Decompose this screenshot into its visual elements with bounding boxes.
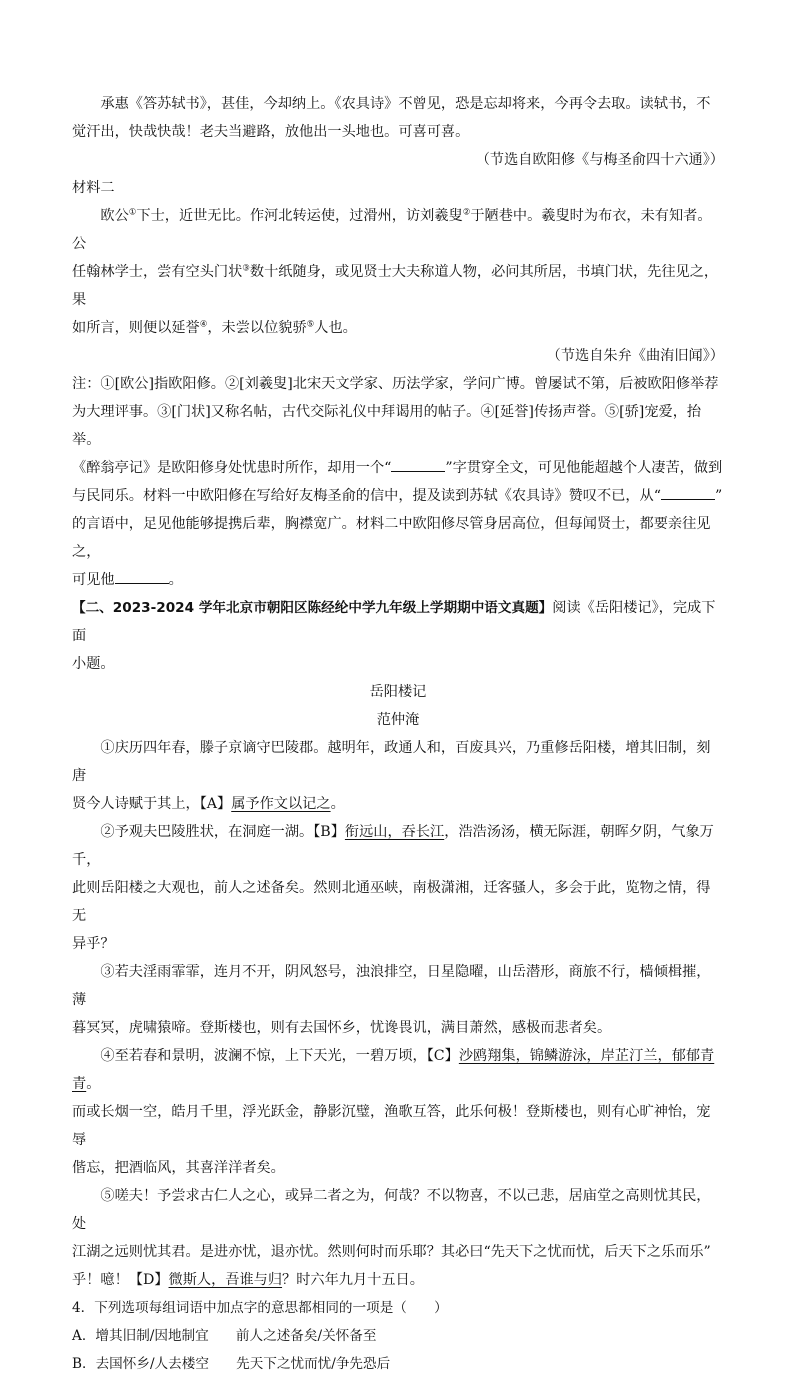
material2-paragraph-cont: 如所言，则便以延誉④，未尝以位貌骄⑤人也。	[72, 319, 357, 336]
answer-blank[interactable]	[391, 457, 445, 472]
underlined-sentence-d: 微斯人，吾谁与归	[168, 1272, 283, 1288]
essay-paragraph-3: ③若夫淫雨霏霏，连月不开，阴风怒号，浊浪排空，日星隐曜，山岳潜形，商旅不行，樯倾楫摧，薄	[72, 964, 711, 1008]
footnote-marker: ⑤	[306, 319, 315, 330]
question-prompt-line: 《醉翁亭记》是欧阳修身处忧患时所作，却用一个“ ”字贯穿全文，可见他能超越个人凄苦，做到	[72, 454, 724, 482]
answer-blank[interactable]	[661, 485, 715, 500]
material2-citation: （节选自朱弁《曲洧旧闻》）	[546, 348, 724, 364]
essay-title: 岳阳楼记	[369, 684, 427, 700]
option-a[interactable]: A．增其旧制/因地制宜 前人之述备矣/关怀备至	[72, 1328, 377, 1344]
option-b[interactable]: B．去国怀乡/人去楼空 先天下之忧而忧/争先恐后	[72, 1356, 391, 1372]
footnote-marker: ③	[242, 263, 250, 274]
question-prompt-line: 可见他 。	[72, 566, 724, 594]
section-header-cont: 小题。	[72, 656, 115, 672]
essay-author: 范仲淹	[376, 712, 420, 728]
material2-paragraph: 欧公①下士，近世无比。作河北转运使，过滑州，访刘羲叟②于陋巷中。羲叟时为布衣，未有知者。公	[72, 207, 712, 252]
underlined-sentence-c: 沙鸥翔集，锦鳞游泳，岸芷汀兰，郁郁青青	[72, 1048, 715, 1092]
essay-paragraph-5: ⑤嗟夫！予尝求古仁人之心，或异二者之为，何哉？不以物喜，不以己悲，居庙堂之高则忧其民，处	[72, 1188, 711, 1232]
material1-paragraph: 承惠《答苏轼书》，甚佳，今却纳上。《农具诗》不曾见，恐是忘却将来，今再令去取。读轼书，不	[100, 96, 711, 112]
question-prompt-line: 的言语中，足见他能够提携后辈，胸襟宽广。材料二中欧阳修尽管身居高位，但每闻贤士，都要亲往见之，	[72, 516, 711, 560]
essay-paragraph-4: ④至若春和景明，波澜不惊，上下天光，一碧万顷，【C】沙鸥翔集，锦鳞游泳，岸芷汀兰，郁郁青青。	[72, 1048, 715, 1092]
essay-paragraph-5-cont: 乎！噫！【D】微斯人，吾谁与归？时六年九月十五日。	[72, 1272, 424, 1288]
marker-c: 【C】	[426, 1048, 459, 1064]
essay-paragraph-3-cont: 暮冥冥，虎啸猿啼。登斯楼也，则有去国怀乡，忧谗畏讥，满目萧然，感极而悲者矣。	[72, 1020, 612, 1036]
source-tag: 【二、2023-2024 学年北京市朝阳区陈经纶中学九年级上学期期中语文真题】	[72, 600, 553, 616]
question-stem: 4．下列选项每组词语中加点字的意思都相同的一项是（ ）	[72, 1300, 448, 1316]
footnote-marker: ①	[128, 207, 137, 218]
material2-heading: 材料二	[72, 180, 115, 196]
notes-line: 为大理评事。③[门状]又称名帖，古代交际礼仪中拜谒用的帖子。④[延誉]传扬声誉。⑤[骄]宠爱，抬举。	[72, 404, 702, 448]
notes-line: 注：①[欧公]指欧阳修。②[刘羲叟]北宋天文学家、历法学家，学问广博。曾屡试不第，后被欧阳修举荐	[72, 376, 719, 392]
essay-paragraph-2-cont: 此则岳阳楼之大观也，前人之述备矣。然则北通巫峡，南极潇湘，迁客骚人，多会于此，览物之情，得无	[72, 880, 711, 924]
essay-paragraph-2-cont: 异乎？	[72, 936, 115, 952]
footnote-marker: ②	[462, 207, 471, 218]
marker-a: 【A】	[199, 796, 232, 812]
material1-paragraph-cont: 觉汗出，快哉快哉！老夫当避路，放他出一头地也。可喜可喜。	[72, 124, 470, 140]
essay-paragraph-1-cont: 贤今人诗赋于其上，【A】属予作文以记之。	[72, 796, 345, 812]
material2-paragraph-cont: 任翰林学士，尝有空头门状③数十纸随身，或见贤士大夫称道人物，必问其所居，书填门状，先往见之，果	[72, 263, 719, 308]
material1-citation: （节选自欧阳修《与梅圣俞四十六通》）	[475, 152, 724, 168]
marker-d: 【D】	[128, 1272, 169, 1288]
section-header: 【二、2023-2024 学年北京市朝阳区陈经纶中学九年级上学期期中语文真题】阅读《岳阳楼记》，完成下面	[72, 600, 716, 644]
essay-paragraph-5-cont: 江湖之远则忧其君。是进亦忧，退亦忧。然则何时而乐耶？其必曰“先天下之忧而忧，后天下之乐而乐”	[72, 1244, 711, 1260]
essay-paragraph-2: ②予观夫巴陵胜状，在洞庭一湖。【B】衔远山，吞长江，浩浩汤汤，横无际涯，朝晖夕阴，气象万千，	[72, 824, 714, 868]
marker-b: 【B】	[313, 824, 345, 840]
essay-paragraph-1: ①庆历四年春，滕子京谪守巴陵郡。越明年，政通人和，百废具兴，乃重修岳阳楼，增其旧制，刻唐	[72, 740, 711, 784]
underlined-sentence-b: 衔远山，吞长江	[344, 824, 445, 840]
question-prompt-line: 与民同乐。材料一中欧阳修在写给好友梅圣俞的信中，提及读到苏轼《农具诗》赞叹不已，从“ ”	[72, 482, 724, 510]
essay-paragraph-4-cont: 偕忘，把酒临风，其喜洋洋者矣。	[72, 1160, 285, 1176]
document-page	[72, 90, 724, 1378]
footnote-marker: ④	[199, 319, 208, 330]
underlined-sentence-a: 属予作文以记之	[231, 796, 331, 812]
answer-blank[interactable]	[115, 569, 169, 584]
essay-paragraph-4-cont: 而或长烟一空，皓月千里，浮光跃金，静影沉璧，渔歌互答，此乐何极！登斯楼也，则有心旷神怡，宠辱	[72, 1104, 711, 1148]
